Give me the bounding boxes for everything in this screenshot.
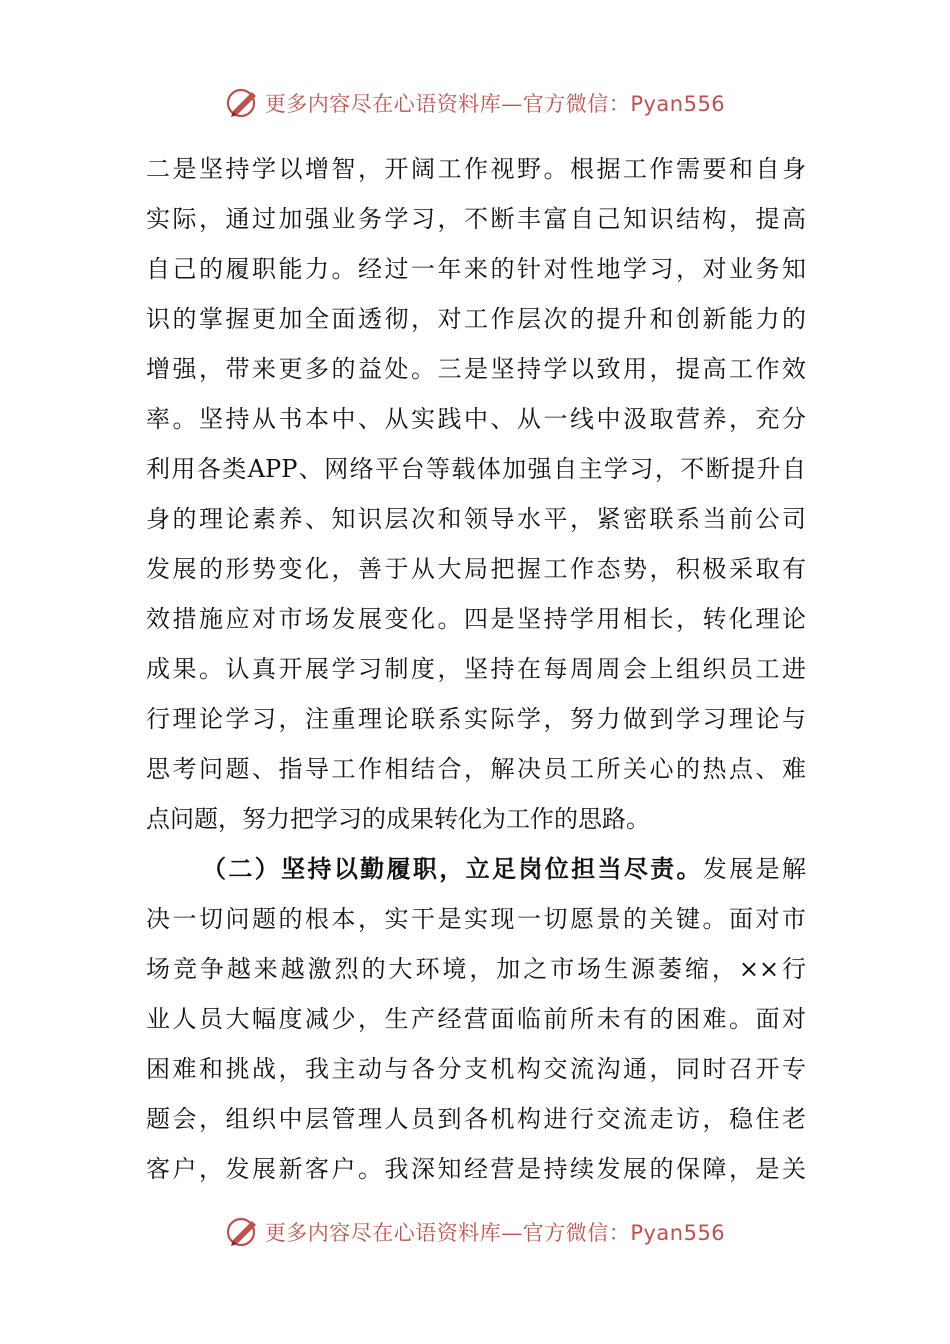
pen-logo-icon bbox=[225, 1214, 261, 1250]
text-run: 发展是解 bbox=[702, 855, 807, 883]
section-heading-line bbox=[146, 844, 806, 894]
text-line: 场竞争越来越激烈的大环境，加之市场生源萎缩，××行 bbox=[146, 955, 806, 983]
text-line: 成果。认真开展学习制度，坚持在每周周会上组织员工进 bbox=[146, 655, 806, 683]
text-line: 二是坚持学以增智，开阔工作视野。根据工作需要和自身 bbox=[146, 155, 806, 183]
paragraph-1 bbox=[146, 144, 806, 844]
text-line: 实际，通过加强业务学习，不断丰富自己知识结构，提高 bbox=[146, 205, 806, 233]
text-line: 业人员大幅度减少，生产经营面临前所未有的困难。面对 bbox=[146, 1005, 806, 1033]
text-line: 利用各类APP、网络平台等载体加强自主学习，不断提升自 bbox=[146, 455, 806, 483]
header-watermark bbox=[0, 83, 950, 123]
paragraph-2 bbox=[146, 844, 806, 1194]
text-line: 发展的形势变化，善于从大局把握工作态势，积极采取有 bbox=[146, 555, 806, 583]
section-heading: （二）坚持以勤履职，立足岗位担当尽责。 bbox=[202, 854, 703, 883]
text-line: 点问题，努力把学习的成果转化为工作的思路。 bbox=[146, 805, 650, 833]
text-line: 身的理论素养、知识层次和领导水平，紧密联系当前公司 bbox=[146, 505, 806, 533]
text-line: 客户，发展新客户。我深知经营是持续发展的保障，是关 bbox=[146, 1155, 806, 1183]
text-line: 行理论学习，注重理论联系实际学，努力做到学习理论与 bbox=[146, 705, 806, 733]
document-body bbox=[146, 144, 806, 1194]
text-line: 效措施应对市场发展变化。四是坚持学用相长，转化理论 bbox=[146, 605, 806, 633]
text-line: 思考问题、指导工作相结合，解决员工所关心的热点、难 bbox=[146, 755, 806, 783]
text-line: 题会，组织中层管理人员到各机构进行交流走访，稳住老 bbox=[146, 1105, 806, 1133]
text-line: 增强，带来更多的益处。三是坚持学以致用，提高工作效 bbox=[146, 355, 806, 383]
text-line: 率。坚持从书本中、从实践中、从一线中汲取营养，充分 bbox=[146, 405, 806, 433]
text-line: 自己的履职能力。经过一年来的针对性地学习，对业务知 bbox=[146, 255, 806, 283]
pen-logo-icon bbox=[225, 85, 261, 121]
footer-watermark bbox=[0, 1212, 950, 1252]
watermark-text: 更多内容尽在心语资料库—官方微信：Pyan556 bbox=[264, 92, 726, 116]
text-line: 识的掌握更加全面透彻，对工作层次的提升和创新能力的 bbox=[146, 305, 806, 333]
text-line: 困难和挑战，我主动与各分支机构交流沟通，同时召开专 bbox=[146, 1055, 806, 1083]
text-line: 决一切问题的根本，实干是实现一切愿景的关键。面对市 bbox=[146, 905, 806, 933]
watermark-text: 更多内容尽在心语资料库—官方微信：Pyan556 bbox=[264, 1221, 726, 1245]
